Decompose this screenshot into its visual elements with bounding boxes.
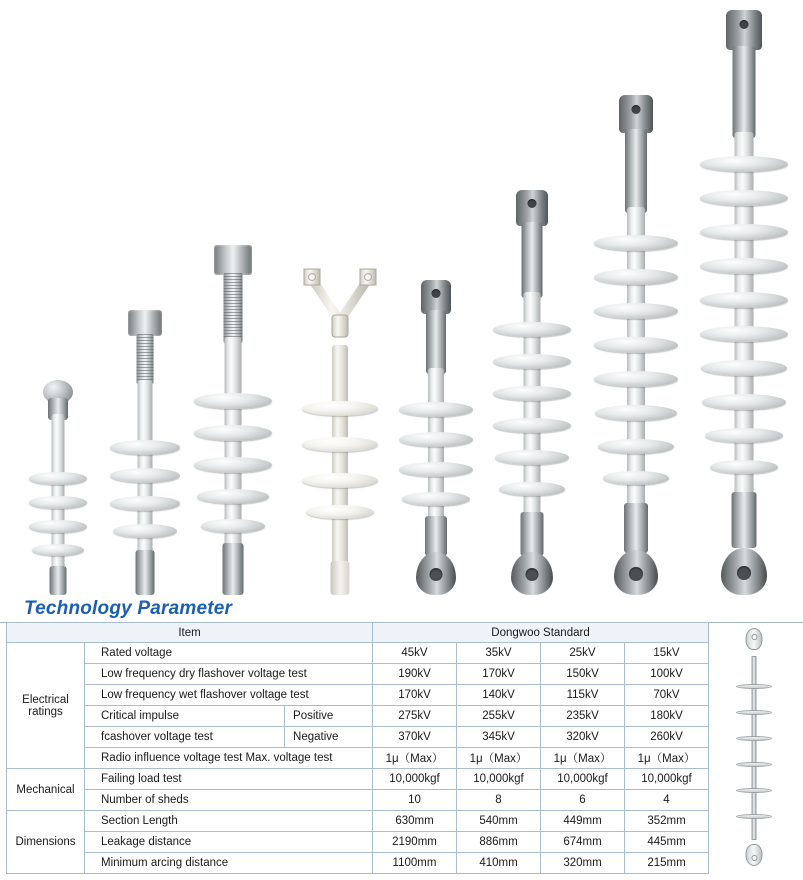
cell-value: 449mm — [541, 811, 625, 832]
weather-shed — [700, 156, 788, 172]
insulator-core-rod — [428, 368, 444, 538]
insulator-core-rod — [332, 345, 348, 567]
cell-value: 1μ（Max） — [625, 748, 709, 769]
weather-shed — [302, 401, 378, 416]
outline-shed — [736, 762, 772, 767]
tongue-fitting — [721, 548, 767, 595]
technology-parameter-table-wrap — [6, 622, 709, 874]
outline-pin-hole — [751, 634, 757, 640]
cell-value: 150kV — [541, 664, 625, 685]
weather-shed — [194, 393, 272, 409]
clevis-fitting — [516, 190, 548, 226]
table-row — [7, 853, 709, 874]
table-row — [7, 664, 709, 685]
tongue-pin-hole — [629, 567, 643, 581]
weather-shed — [194, 457, 272, 473]
cell-value: 320mm — [541, 853, 625, 874]
tongue-pin-hole — [430, 568, 443, 581]
weather-shed — [302, 437, 378, 452]
cell-value: 260kV — [625, 727, 709, 748]
top-clamp-fitting — [128, 310, 162, 336]
composite-insulator-yoke-clamp-white — [290, 273, 390, 595]
outline-top-fitting — [746, 628, 763, 650]
clevis-pin-hole — [528, 199, 537, 208]
cell-value: 15kV — [625, 643, 709, 664]
clevis-fitting — [619, 95, 653, 133]
cell-value: 2190mm — [373, 832, 457, 853]
cell-value: 1μ（Max） — [457, 748, 541, 769]
page-title: Technology Parameter — [24, 598, 233, 619]
yoke-clamp-icon — [290, 233, 390, 343]
weather-shed — [710, 460, 778, 474]
weather-shed — [29, 472, 87, 485]
cell-value: 45kV — [373, 643, 457, 664]
row-label: Low frequency dry flashover voltage test — [85, 664, 373, 685]
weather-shed — [302, 473, 378, 488]
bottom-fitting — [50, 566, 67, 595]
row-group-electrical: Electrical ratings — [7, 643, 85, 769]
cell-value: 410mm — [457, 853, 541, 874]
cell-value: 540mm — [457, 811, 541, 832]
clevis-fitting — [421, 280, 451, 314]
clevis-pin-hole — [632, 105, 641, 114]
composite-insulator-clevis-tongue-5-shed — [393, 280, 479, 595]
table-row — [7, 769, 709, 790]
column-header-standard: Dongwoo Standard — [373, 623, 709, 643]
weather-shed — [700, 258, 788, 274]
weather-shed — [594, 235, 678, 251]
tongue-fitting — [416, 552, 456, 595]
bottom-socket-sleeve — [521, 512, 544, 556]
weather-shed — [700, 326, 788, 342]
weather-shed — [495, 450, 569, 465]
threaded-stud — [137, 334, 154, 384]
weather-shed — [306, 505, 374, 519]
weather-shed — [201, 519, 265, 533]
insulator-outline-drawing — [715, 626, 793, 870]
bottom-socket-sleeve — [624, 503, 648, 553]
bottom-fitting — [136, 550, 155, 595]
composite-insulator-clevis-tongue-7-shed — [486, 190, 578, 595]
cell-value: 445mm — [625, 832, 709, 853]
clevis-pin-hole — [432, 289, 441, 298]
row-label: Critical impulse — [85, 706, 285, 727]
composite-insulator-clevis-tongue-9-shed — [587, 95, 685, 595]
table-row — [7, 706, 709, 727]
outline-bottom-fitting — [746, 844, 763, 866]
top-socket-sleeve — [522, 222, 543, 298]
tongue-pin-hole — [737, 566, 751, 580]
cell-value: 35kV — [457, 643, 541, 664]
bottom-fitting — [223, 543, 244, 595]
outline-shed — [736, 684, 772, 689]
row-label: Section Length — [85, 811, 373, 832]
weather-shed — [399, 432, 473, 447]
cell-value: 275kV — [373, 706, 457, 727]
threaded-stud — [224, 273, 243, 343]
weather-shed — [110, 496, 180, 511]
cell-value: 370kV — [373, 727, 457, 748]
weather-shed — [399, 462, 473, 477]
weather-shed — [493, 418, 571, 433]
cell-value: 10,000kgf — [541, 769, 625, 790]
cell-value: 320kV — [541, 727, 625, 748]
row-group-dimensions: Dimensions — [7, 811, 85, 874]
outline-shed — [736, 814, 772, 819]
cell-value: 1μ（Max） — [541, 748, 625, 769]
cell-value: 170kV — [457, 664, 541, 685]
composite-insulator-threaded-stud-6-shed — [187, 245, 279, 595]
weather-shed — [29, 496, 87, 509]
row-label: Failing load test — [85, 769, 373, 790]
row-sublabel: Negative — [285, 727, 373, 748]
outline-pin-hole — [751, 855, 757, 861]
weather-shed — [194, 425, 272, 441]
cell-value: 10,000kgf — [625, 769, 709, 790]
weather-shed — [595, 405, 677, 421]
cell-value: 25kV — [541, 643, 625, 664]
weather-shed — [110, 440, 180, 455]
cell-value: 10 — [373, 790, 457, 811]
clevis-fitting — [726, 10, 762, 50]
weather-shed — [493, 386, 571, 401]
cell-value: 674mm — [541, 832, 625, 853]
weather-shed — [197, 489, 269, 504]
cell-value: 180kV — [625, 706, 709, 727]
table-row — [7, 727, 709, 748]
row-label: fcashover voltage test — [85, 727, 285, 748]
cell-value: 345kV — [457, 727, 541, 748]
bottom-fitting — [331, 561, 350, 595]
tongue-fitting — [614, 550, 658, 595]
cell-value: 886mm — [457, 832, 541, 853]
cell-value: 352mm — [625, 811, 709, 832]
weather-shed — [493, 354, 571, 369]
technology-parameter-table — [6, 622, 709, 874]
top-socket-sleeve — [733, 46, 756, 138]
cell-value: 6 — [541, 790, 625, 811]
weather-shed — [702, 394, 786, 410]
row-label: Leakage distance — [85, 832, 373, 853]
cell-value: 115kV — [541, 685, 625, 706]
bottom-socket-sleeve — [732, 492, 757, 548]
cell-value: 235kV — [541, 706, 625, 727]
cell-value: 100kV — [625, 664, 709, 685]
weather-shed — [700, 292, 788, 308]
cell-value: 8 — [457, 790, 541, 811]
table-row — [7, 643, 709, 664]
weather-shed — [32, 544, 84, 556]
cell-value: 1μ（Max） — [373, 748, 457, 769]
cell-value: 140kV — [457, 685, 541, 706]
weather-shed — [29, 520, 87, 533]
row-label: Radio influence voltage test Max. voltage test — [85, 748, 373, 769]
top-clamp-fitting — [214, 245, 252, 275]
weather-shed — [113, 524, 177, 538]
table-row — [7, 790, 709, 811]
weather-shed — [594, 337, 678, 353]
cell-value: 190kV — [373, 664, 457, 685]
weather-shed — [594, 303, 678, 319]
outline-shed — [736, 710, 772, 715]
cell-value: 630mm — [373, 811, 457, 832]
weather-shed — [603, 471, 669, 485]
weather-shed — [701, 360, 787, 376]
insulator-core-rod — [225, 337, 242, 549]
composite-insulator-clevis-tongue-11-shed — [692, 10, 796, 595]
top-socket-sleeve — [426, 310, 446, 374]
clevis-pin-hole — [740, 20, 749, 29]
weather-shed — [499, 482, 565, 496]
table-row — [7, 748, 709, 769]
weather-shed — [493, 322, 571, 337]
weather-shed — [594, 269, 678, 285]
cell-value: 10,000kgf — [373, 769, 457, 790]
table-row — [7, 832, 709, 853]
cell-value: 10,000kgf — [457, 769, 541, 790]
weather-shed — [110, 468, 180, 483]
cell-value: 215mm — [625, 853, 709, 874]
composite-insulator-threaded-stud-5-shed — [103, 310, 187, 595]
row-label: Low frequency wet flashover voltage test — [85, 685, 373, 706]
composite-insulator-ball-socket-4-shed — [22, 380, 94, 595]
weather-shed — [700, 224, 788, 240]
weather-shed — [399, 402, 473, 417]
cell-value: 255kV — [457, 706, 541, 727]
tongue-fitting — [511, 552, 553, 595]
weather-shed — [598, 439, 674, 454]
tongue-pin-hole — [526, 568, 539, 581]
bottom-socket-sleeve — [425, 516, 447, 556]
outline-shed — [736, 736, 772, 741]
cell-value: 1100mm — [373, 853, 457, 874]
cell-value: 70kV — [625, 685, 709, 706]
table-row — [7, 811, 709, 832]
row-label: Rated voltage — [85, 643, 373, 664]
weather-shed — [402, 492, 470, 506]
row-label: Minimum arcing distance — [85, 853, 373, 874]
cell-value: 4 — [625, 790, 709, 811]
row-sublabel: Positive — [285, 706, 373, 727]
row-label: Number of sheds — [85, 790, 373, 811]
table-row — [7, 685, 709, 706]
weather-shed — [700, 190, 788, 206]
top-socket-sleeve — [625, 129, 647, 213]
cell-value: 170kV — [373, 685, 457, 706]
outline-shed — [736, 788, 772, 793]
row-group-mechanical: Mechanical — [7, 769, 85, 811]
weather-shed — [594, 371, 678, 387]
column-header-item: Item — [7, 623, 373, 643]
weather-shed — [705, 428, 783, 443]
table-header-row — [7, 623, 709, 643]
